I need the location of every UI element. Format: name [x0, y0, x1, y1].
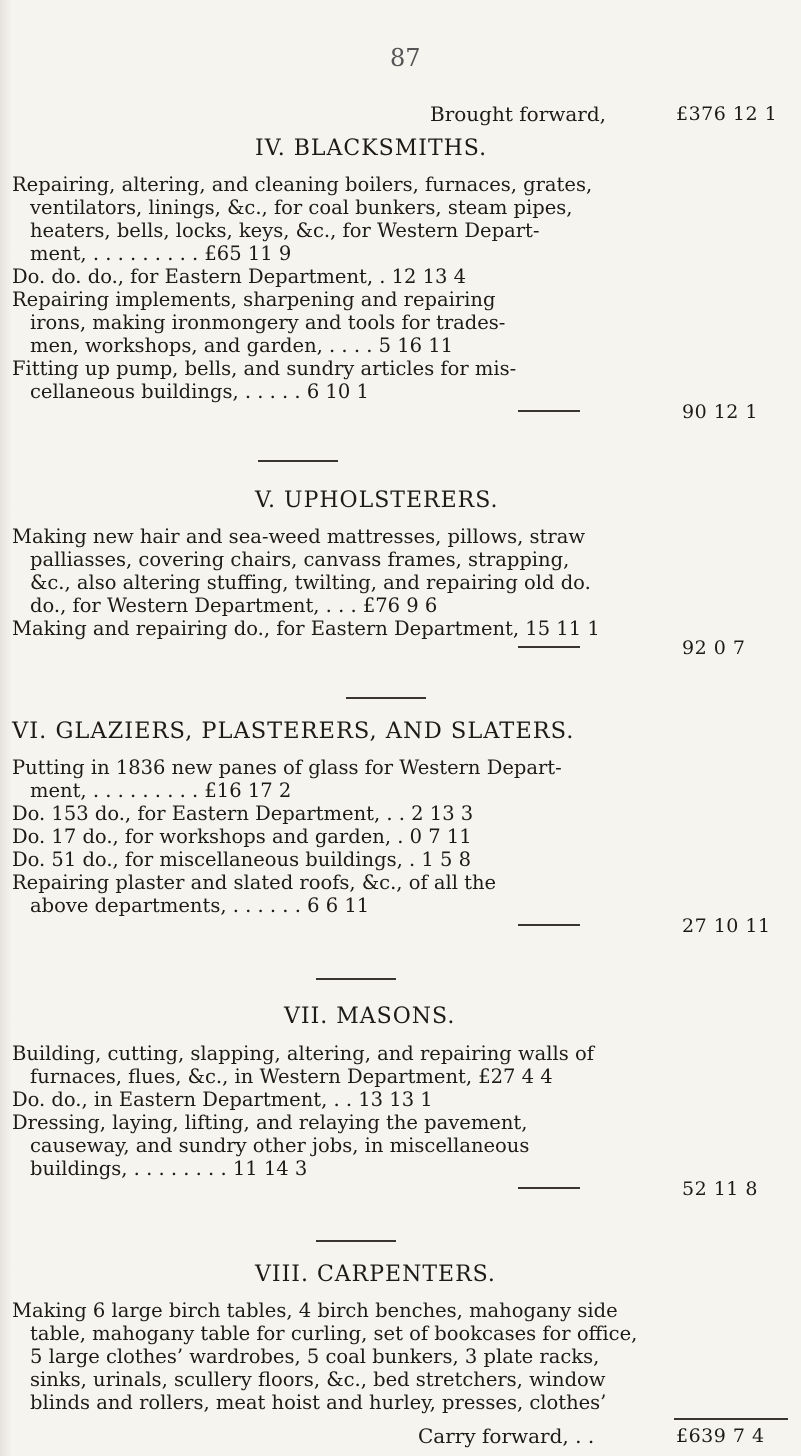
carry-forward-label: Carry forward, . .	[418, 1424, 595, 1448]
section-line: blinds and rollers, meat hoist and hurley, presses, clothes’	[30, 1391, 607, 1414]
section-line: ment, . . . . . . . . . £65 11 9	[30, 242, 292, 265]
section-line: &c., also altering stuffing, twilting, and repairing old do.	[30, 571, 591, 594]
section-line: table, mahogany table for curling, set of bookcases for office,	[30, 1322, 638, 1345]
section-line: Do. 51 do., for miscellaneous buildings, . 1 5 8	[12, 848, 471, 871]
section-total: 92 0 7	[682, 637, 746, 659]
carry-rule	[674, 1418, 788, 1420]
section-line: Making and repairing do., for Eastern Department, 15 11 1	[12, 617, 600, 640]
section-line: buildings, . . . . . . . . 11 14 3	[30, 1157, 308, 1180]
section-heading-blacksmiths: IV. BLACKSMITHS.	[255, 136, 488, 161]
subtotal-rule	[518, 410, 580, 412]
section-divider	[346, 697, 426, 699]
page-edge	[0, 0, 12, 1456]
section-line: sinks, urinals, scullery floors, &c., bed stretchers, window	[30, 1368, 606, 1391]
section-line: palliasses, covering chairs, canvass frames, strapping,	[30, 548, 570, 571]
subtotal-rule	[518, 924, 580, 926]
section-line: do., for Western Department, . . . £76 9 6	[30, 594, 438, 617]
section-total: 90 12 1	[682, 401, 759, 423]
subtotal-rule	[518, 646, 580, 648]
section-heading-glaziers: VI. GLAZIERS, PLASTERERS, AND SLATERS.	[12, 718, 575, 744]
section-line: Do. do. do., for Eastern Department, . 12 13 4	[12, 265, 467, 288]
section-total: 52 11 8	[682, 1178, 759, 1200]
section-divider	[316, 978, 396, 980]
section-line: above departments, . . . . . . 6 6 11	[30, 894, 370, 917]
carry-forward-amount: £639 7 4	[676, 1425, 765, 1447]
section-line: furnaces, flues, &c., in Western Department, £27 4 4	[30, 1065, 553, 1088]
page-number: 87	[390, 44, 421, 72]
section-line: ment, . . . . . . . . . £16 17 2	[30, 779, 292, 802]
section-line: Do. 17 do., for workshops and garden, . 0 7 11	[12, 825, 472, 848]
section-line: heaters, bells, locks, keys, &c., for Western Depart-	[30, 219, 540, 242]
section-line: ventilators, linings, &c., for coal bunkers, steam pipes,	[30, 196, 573, 219]
section-line: Putting in 1836 new panes of glass for Western Depart-	[12, 756, 562, 779]
section-line: Building, cutting, slapping, altering, and repairing walls of	[12, 1042, 594, 1065]
section-line: Repairing, altering, and cleaning boilers, furnaces, grates,	[12, 173, 593, 196]
section-divider	[258, 460, 338, 462]
section-line: Making new hair and sea-weed mattresses, pillows, straw	[12, 525, 586, 548]
section-line: men, workshops, and garden, . . . . 5 16 11	[30, 334, 454, 357]
section-heading-upholsterers: V. UPHOLSTERERS.	[255, 488, 499, 513]
section-heading-carpenters: VIII. CARPENTERS.	[255, 1262, 496, 1287]
section-line: Dressing, laying, lifting, and relaying the pavement,	[12, 1111, 528, 1134]
section-line: Making 6 large birch tables, 4 birch benches, mahogany side	[12, 1299, 618, 1322]
section-total: 27 10 11	[682, 915, 771, 937]
section-line: cellaneous buildings, . . . . . 6 10 1	[30, 380, 369, 403]
section-line: 5 large clothes’ wardrobes, 5 coal bunkers, 3 plate racks,	[30, 1345, 600, 1368]
brought-forward-amount: £376 12 1	[676, 103, 778, 125]
section-heading-masons: VII. MASONS.	[284, 1004, 456, 1029]
section-line: Fitting up pump, bells, and sundry articles for mis-	[12, 357, 517, 380]
section-divider	[316, 1240, 396, 1242]
section-line: Repairing implements, sharpening and repairing	[12, 288, 496, 311]
brought-forward-label: Brought forward,	[430, 102, 607, 126]
section-line: Do. do., in Eastern Department, . . 13 13 1	[12, 1088, 433, 1111]
section-line: Repairing plaster and slated roofs, &c., of all the	[12, 871, 497, 894]
subtotal-rule	[518, 1187, 580, 1189]
section-line: causeway, and sundry other jobs, in miscellaneous	[30, 1134, 530, 1157]
section-line: Do. 153 do., for Eastern Department, . . 2 13 3	[12, 802, 474, 825]
section-line: irons, making ironmongery and tools for trades-	[30, 311, 506, 334]
